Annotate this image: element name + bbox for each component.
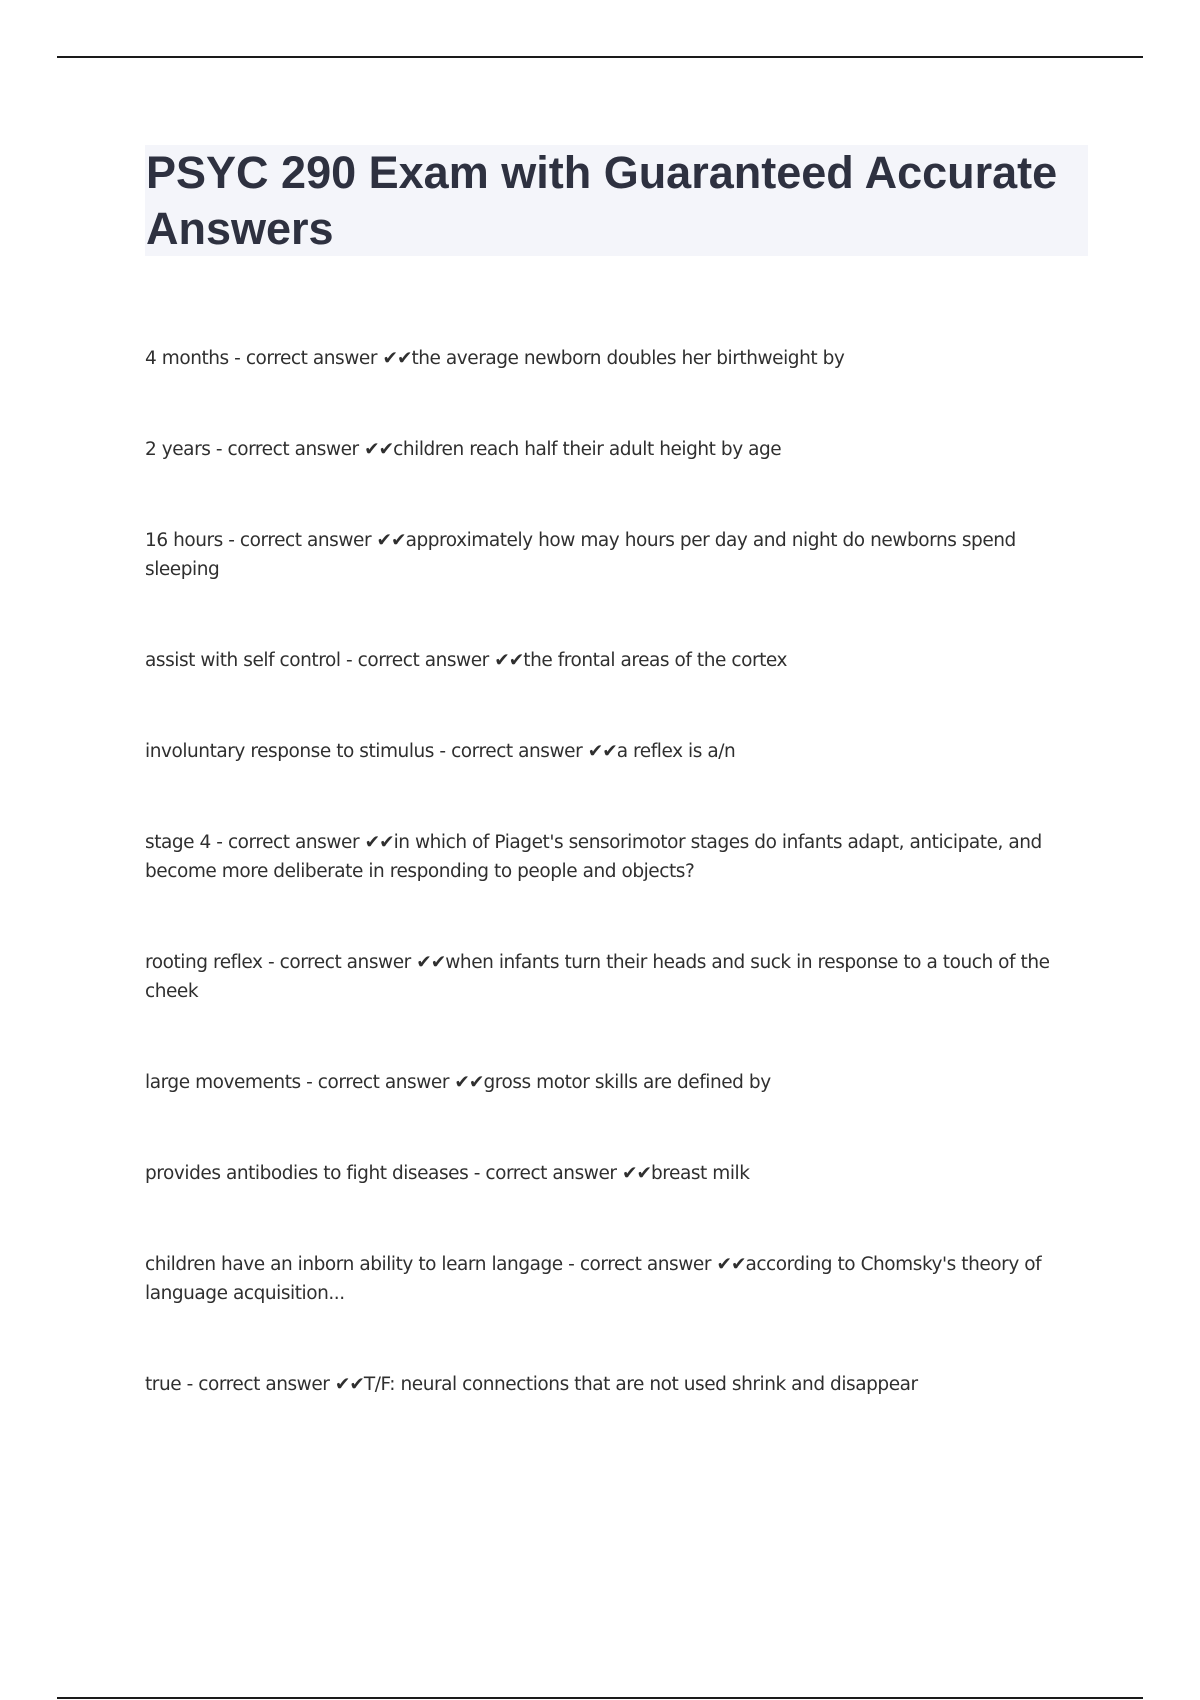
check-icon: ✔✔ [587,741,617,762]
separator-text: - correct answer [228,348,383,369]
qa-item [145,1250,1085,1308]
question-text: approximately how may hours per day and night do newborns spend sleeping [145,530,1016,580]
check-icon: ✔✔ [416,952,446,973]
check-icon: ✔✔ [364,832,394,853]
answer-text: assist with self control [145,650,341,671]
question-text: the frontal areas of the cortex [523,650,788,671]
answer-text: stage 4 [145,832,211,853]
answer-text: 2 years [145,439,211,460]
answer-text: 16 hours [145,530,223,551]
check-icon: ✔✔ [621,1163,651,1184]
answer-text: rooting reflex [145,952,263,973]
check-icon: ✔✔ [382,348,412,369]
qa-item [145,1159,1085,1188]
question-text: a reflex is a/n [616,741,736,762]
answer-text: provides antibodies to fight diseases [145,1163,469,1184]
qa-list [145,344,1085,1461]
check-icon: ✔✔ [334,1374,364,1395]
page-title: PSYC 290 Exam with Guaranteed Accurate Answers [146,147,1058,254]
question-text: gross motor skills are defined by [483,1072,771,1093]
separator-text: - correct answer [210,439,365,460]
answer-text: true [145,1374,182,1395]
qa-item [145,646,1085,675]
answer-text: involuntary response to stimulus [145,741,434,762]
qa-item [145,1068,1085,1097]
qa-item [145,1370,1085,1399]
qa-item [145,526,1085,584]
title-block [145,145,1088,256]
question-text: in which of Piaget's sensorimotor stages do infants adapt, anticipate, and become more deliberate in responding to people and objects? [145,832,1042,882]
qa-item [145,344,1085,373]
top-rule [57,56,1143,58]
answer-text: children have an inborn ability to learn langage [145,1254,563,1275]
question-text: breast milk [650,1163,750,1184]
qa-item [145,828,1085,886]
check-icon: ✔✔ [376,530,406,551]
separator-text: - correct answer [468,1163,622,1184]
question-text: when infants turn their heads and suck in response to a touch of the cheek [145,952,1050,1002]
check-icon: ✔✔ [716,1254,746,1275]
check-icon: ✔✔ [364,439,394,460]
answer-text: large movements [145,1072,301,1093]
qa-item [145,435,1085,464]
answer-text: 4 months [145,348,229,369]
separator-text: - correct answer [434,741,588,762]
qa-item [145,948,1085,1006]
question-text: according to Chomsky's theory of language acquisition... [145,1254,1042,1304]
question-text: the average newborn doubles her birthweight by [411,348,845,369]
qa-item [145,737,1085,766]
separator-text: - correct answer [181,1374,335,1395]
separator-text: - correct answer [340,650,495,671]
separator-text: - correct answer [262,952,417,973]
check-icon: ✔✔ [494,650,524,671]
separator-text: - correct answer [300,1072,455,1093]
separator-text: - correct answer [222,530,377,551]
bottom-rule [57,1697,1143,1699]
question-text: children reach half their adult height by age [393,439,782,460]
separator-text: - correct answer [562,1254,717,1275]
separator-text: - correct answer [210,832,365,853]
check-icon: ✔✔ [454,1072,484,1093]
question-text: T/F: neural connections that are not used shrink and disappear [363,1374,918,1395]
